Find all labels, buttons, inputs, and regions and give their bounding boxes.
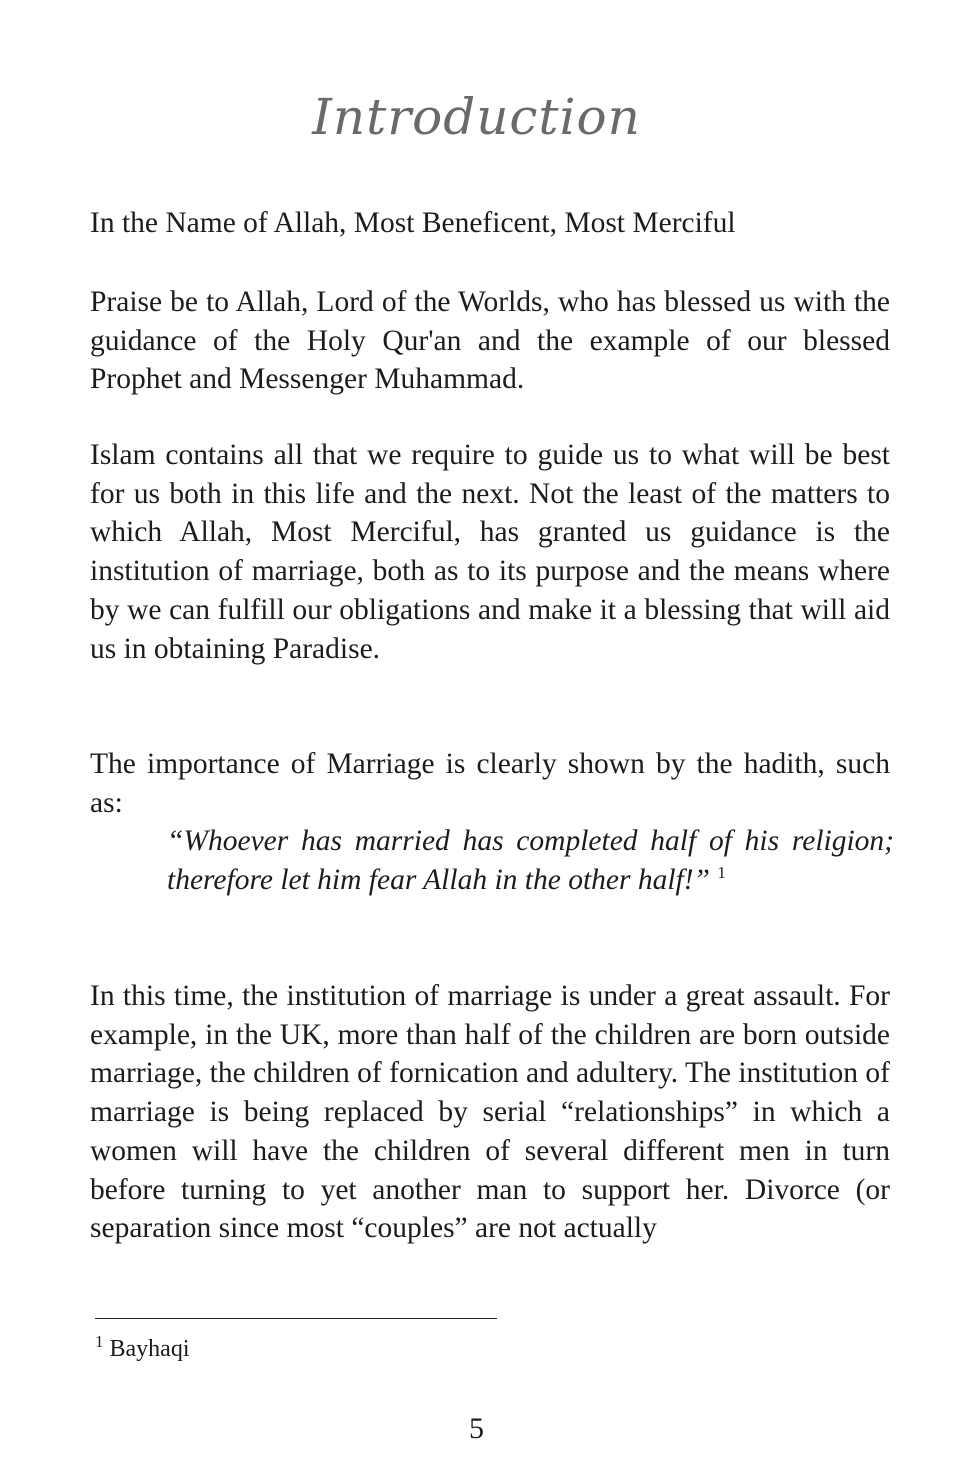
importance-paragraph: The importance of Marriage is clearly shown by the hadith, such as: [90,748,890,819]
footnote-text: Bayhaqi [109,1336,190,1362]
praise-paragraph: Praise be to Allah, Lord of the Worlds, who has blessed us with the guidance of the Holy Qur'an and the example of our blessed Prophet and Messenger Muhammad. [90,286,890,396]
footnote-number: 1 [95,1332,104,1351]
hadith-quote-text: “Whoever has married has completed half of his religion; therefore let him fear Allah in the other half!” [167,825,894,896]
footnote-divider [95,1318,497,1319]
page-number: 5 [469,1412,484,1445]
islam-paragraph: Islam contains all that we require to guide us to what will be best for us both in this life and the next. Not the least of the matters to which Allah, Most Merciful, has granted us guidance is the institution of marriage, both as to its purpose and the means where by we can fulfill our obligations and make it a blessing that will aid us in obtaining Paradise. [90,439,890,665]
assault-paragraph: In this time, the institution of marriage is under a great assault. For example, in the UK, more than half of the children are born outside marriage, the children of fornication and adultery. The institution of marriage is being replaced by serial “relationships” in which a women will have the children of several different men in turn before turning to yet another man to support her. Divorce (or separation since most “couples” are not actually [90,980,890,1245]
page-title: Introduction [312,88,641,146]
hadith-quote [167,822,894,899]
basmala-paragraph: In the Name of Allah, Most Beneficent, Most Merciful [90,207,736,239]
footnote-reference: 1 [717,862,726,882]
footnote [95,1332,190,1363]
